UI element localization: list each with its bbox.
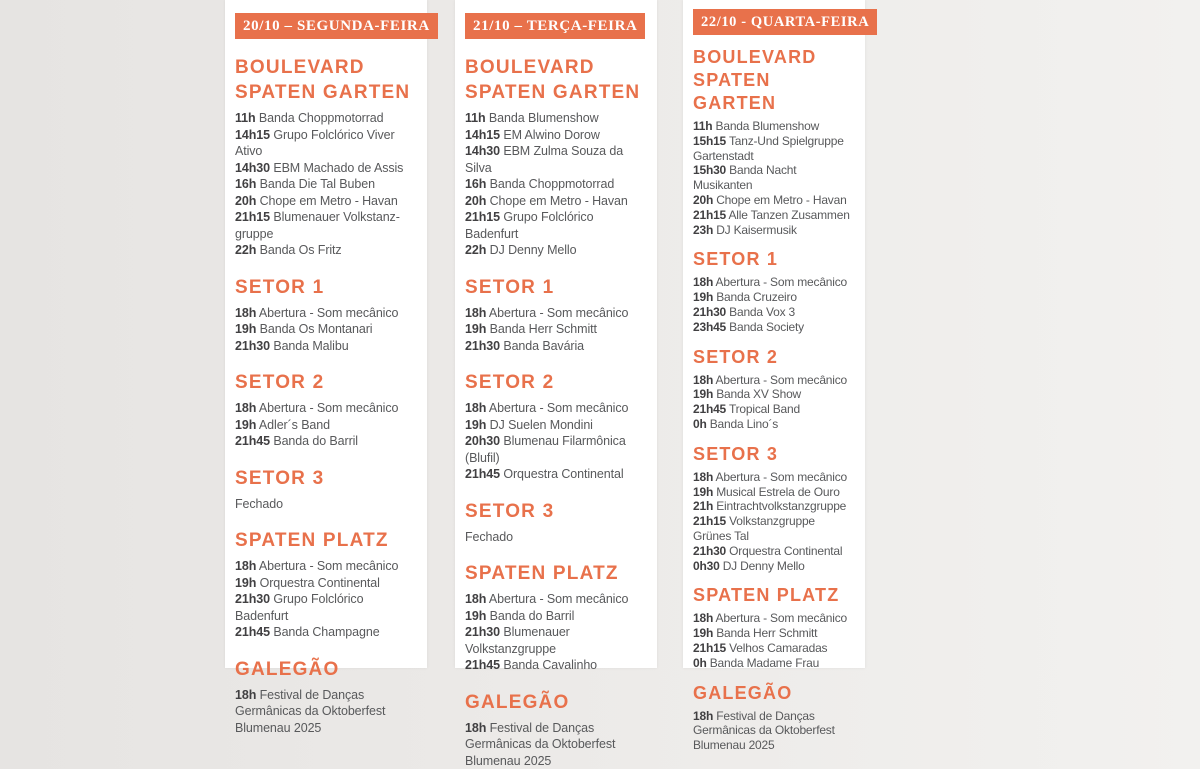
venue-heading-line: SETOR 2	[235, 370, 417, 395]
event-line: 21h30 Grupo Folclórico Badenfurt	[235, 591, 417, 624]
venue-section	[693, 682, 855, 753]
event-line: 20h Chope em Metro - Havan	[693, 193, 855, 208]
event-time: 21h45	[235, 625, 270, 639]
event-line: 18h Festival de Danças Germânicas da Oktoberfest Blumenau 2025	[465, 720, 647, 769]
event-line: 18h Abertura - Som mecânico	[235, 558, 417, 575]
event-time: 15h30	[693, 163, 726, 177]
venue-heading-line: SPATEN GARTEN	[235, 80, 417, 105]
venue-section	[465, 690, 647, 769]
venue-heading-line: BOULEVARD	[235, 55, 417, 80]
event-line: 15h30 Banda Nacht Musikanten	[693, 163, 855, 193]
event-line: 21h15 Velhos Camaradas	[693, 641, 855, 656]
event-line: 21h45 Banda Cavalinho	[465, 657, 647, 674]
venue-heading-line: SETOR 3	[235, 466, 417, 491]
event-time: 19h	[693, 387, 713, 401]
event-line: 19h Banda Herr Schmitt	[693, 626, 855, 641]
event-line: 18h Abertura - Som mecânico	[693, 470, 855, 485]
venue-heading	[235, 657, 417, 682]
event-time: 20h	[693, 193, 713, 207]
event-line: 19h Banda XV Show	[693, 387, 855, 402]
day-badge-tuesday: 21/10 – TERÇA-FEIRA	[465, 13, 645, 39]
venue-heading	[465, 499, 647, 524]
venue-section	[465, 55, 647, 259]
event-time: 21h15	[693, 208, 726, 222]
event-line: 14h30 EBM Machado de Assis	[235, 160, 417, 177]
event-time: 21h45	[465, 467, 500, 481]
venue-heading	[465, 370, 647, 395]
venue-heading	[693, 443, 855, 466]
event-time: 0h30	[693, 559, 720, 573]
venue-section	[235, 466, 417, 513]
event-line: 21h15 Volkstanzgruppe Grünes Tal	[693, 514, 855, 544]
event-time: 21h30	[235, 592, 270, 606]
event-time: 19h	[693, 626, 713, 640]
venue-section	[465, 561, 647, 674]
event-time: 21h15	[693, 641, 726, 655]
event-time: 18h	[693, 470, 713, 484]
day-badge-wednesday: 22/10 - QUARTA-FEIRA	[693, 9, 877, 35]
venue-heading	[465, 561, 647, 586]
venue-section	[235, 370, 417, 450]
event-time: 18h	[693, 275, 713, 289]
day-card-wednesday	[683, 0, 865, 668]
venue-heading-line: SETOR 3	[465, 499, 647, 524]
event-time: 0h	[693, 417, 707, 431]
event-line: 21h15 Grupo Folclórico Badenfurt	[465, 209, 647, 242]
event-line: 21h30 Banda Bavária	[465, 338, 647, 355]
event-line: 18h Abertura - Som mecânico	[693, 373, 855, 388]
event-time: 18h	[465, 401, 486, 415]
event-line: 16h Banda Choppmotorrad	[465, 176, 647, 193]
event-line: Fechado	[465, 529, 647, 546]
event-time: 20h	[465, 194, 486, 208]
event-time: 21h15	[693, 514, 726, 528]
event-time: 21h15	[235, 210, 270, 224]
venue-heading	[465, 55, 647, 105]
venue-section	[693, 46, 855, 237]
venue-section	[235, 275, 417, 355]
event-line: 20h30 Blumenau Filarmônica (Blufil)	[465, 433, 647, 466]
event-time: 19h	[465, 418, 486, 432]
venue-heading	[693, 346, 855, 369]
venue-section	[693, 443, 855, 574]
event-line: 0h Banda Lino´s	[693, 417, 855, 432]
event-line: 14h15 Grupo Folclórico Viver Ativo	[235, 127, 417, 160]
event-line: 21h45 Banda Champagne	[235, 624, 417, 641]
event-time: 21h45	[693, 402, 726, 416]
venue-heading	[235, 466, 417, 491]
event-line: 18h Abertura - Som mecânico	[465, 400, 647, 417]
venue-heading-line: SETOR 2	[465, 370, 647, 395]
event-line: 21h30 Banda Vox 3	[693, 305, 855, 320]
venue-heading-line: SPATEN PLATZ	[465, 561, 647, 586]
event-time: 18h	[693, 611, 713, 625]
event-time: 19h	[465, 322, 486, 336]
event-line: 21h15 Alle Tanzen Zusammen	[693, 208, 855, 223]
day-sections-tuesday	[465, 55, 647, 769]
event-line: 18h Abertura - Som mecânico	[235, 400, 417, 417]
event-time: 21h30	[465, 625, 500, 639]
event-time: 19h	[693, 290, 713, 304]
day-badge-monday: 20/10 – SEGUNDA-FEIRA	[235, 13, 438, 39]
venue-heading	[693, 584, 855, 607]
event-time: 18h	[693, 373, 713, 387]
event-line: 11h Banda Blumenshow	[693, 119, 855, 134]
venue-heading	[465, 690, 647, 715]
event-line: 21h45 Orquestra Continental	[465, 466, 647, 483]
venue-section	[693, 584, 855, 670]
event-line: 19h Adler´s Band	[235, 417, 417, 434]
venue-heading-line: GALEGÃO	[693, 682, 855, 705]
event-line: 0h Banda Madame Frau	[693, 656, 855, 671]
event-line: 11h Banda Choppmotorrad	[235, 110, 417, 127]
event-time: 18h	[235, 559, 256, 573]
event-time: 19h	[693, 485, 713, 499]
event-line: 21h45 Tropical Band	[693, 402, 855, 417]
event-line: 0h30 DJ Denny Mello	[693, 559, 855, 574]
day-sections-wednesday	[693, 46, 855, 753]
event-line: 18h Abertura - Som mecânico	[465, 305, 647, 322]
venue-section	[235, 528, 417, 641]
event-line: 21h30 Orquestra Continental	[693, 544, 855, 559]
event-time: 19h	[465, 609, 486, 623]
venue-heading-line: BOULEVARD	[693, 46, 855, 69]
event-line: 22h Banda Os Fritz	[235, 242, 417, 259]
event-time: 22h	[465, 243, 486, 257]
day-card-tuesday	[455, 0, 657, 668]
event-time: 11h	[235, 111, 256, 125]
event-line: 21h30 Banda Malibu	[235, 338, 417, 355]
event-line: 16h Banda Die Tal Buben	[235, 176, 417, 193]
event-time: 21h45	[465, 658, 500, 672]
event-line: 22h DJ Denny Mello	[465, 242, 647, 259]
event-time: 18h	[235, 306, 256, 320]
event-time: 14h15	[235, 128, 270, 142]
event-time: 19h	[235, 576, 256, 590]
event-line: 14h15 EM Alwino Dorow	[465, 127, 647, 144]
venue-heading	[465, 275, 647, 300]
event-time: 15h15	[693, 134, 726, 148]
venue-heading-line: SETOR 2	[693, 346, 855, 369]
event-time: 11h	[465, 111, 486, 125]
event-time: 21h30	[693, 305, 726, 319]
venue-heading-line: GALEGÃO	[235, 657, 417, 682]
event-time: 18h	[465, 306, 486, 320]
venue-section	[693, 248, 855, 334]
event-line: 21h30 Blumenauer Volkstanzgruppe	[465, 624, 647, 657]
event-line: Fechado	[235, 496, 417, 513]
event-time: 21h45	[235, 434, 270, 448]
event-line: 21h15 Blumenauer Volkstanz-gruppe	[235, 209, 417, 242]
event-line: 19h Musical Estrela de Ouro	[693, 485, 855, 500]
event-line: 18h Abertura - Som mecânico	[235, 305, 417, 322]
event-line: 18h Abertura - Som mecânico	[693, 611, 855, 626]
event-time: 14h30	[465, 144, 500, 158]
event-line: 23h DJ Kaisermusik	[693, 223, 855, 238]
event-time: 18h	[465, 592, 486, 606]
venue-heading-line: SETOR 1	[465, 275, 647, 300]
event-time: 20h30	[465, 434, 500, 448]
event-time: 21h15	[465, 210, 500, 224]
venue-heading-line: SETOR 1	[235, 275, 417, 300]
venue-section	[235, 657, 417, 737]
event-line: 19h Banda Os Montanari	[235, 321, 417, 338]
venue-heading	[235, 275, 417, 300]
event-time: 16h	[235, 177, 256, 191]
event-line: 18h Festival de Danças Germânicas da Oktoberfest Blumenau 2025	[235, 687, 417, 737]
event-time: 21h30	[693, 544, 726, 558]
event-time: 16h	[465, 177, 486, 191]
event-line: 15h15 Tanz-Und Spielgruppe Gartenstadt	[693, 134, 855, 164]
venue-heading-line: SPATEN PLATZ	[693, 584, 855, 607]
event-line: 19h Orquestra Continental	[235, 575, 417, 592]
venue-heading-line: SPATEN GARTEN	[465, 80, 647, 105]
day-card-monday	[225, 0, 427, 668]
event-line: 18h Festival de Danças Germânicas da Oktoberfest Blumenau 2025	[693, 709, 855, 753]
venue-section	[465, 499, 647, 546]
event-line: 14h30 EBM Zulma Souza da Silva	[465, 143, 647, 176]
event-time: 19h	[235, 418, 256, 432]
venue-heading	[235, 528, 417, 553]
event-line: 19h Banda Herr Schmitt	[465, 321, 647, 338]
venue-heading-line: SETOR 1	[693, 248, 855, 271]
venue-heading-line: SPATEN GARTEN	[693, 69, 855, 115]
event-line: 19h DJ Suelen Mondini	[465, 417, 647, 434]
event-time: 21h	[693, 499, 713, 513]
event-line: 21h Eintrachtvolkstanzgruppe	[693, 499, 855, 514]
venue-heading-line: SPATEN PLATZ	[235, 528, 417, 553]
event-time: 0h	[693, 656, 707, 670]
event-line: 11h Banda Blumenshow	[465, 110, 647, 127]
event-time: 14h15	[465, 128, 500, 142]
event-time: 18h	[693, 709, 713, 723]
venue-section	[465, 370, 647, 483]
venue-heading-line: BOULEVARD	[465, 55, 647, 80]
event-time: 20h	[235, 194, 256, 208]
venue-section	[693, 346, 855, 432]
event-line: 21h45 Banda do Barril	[235, 433, 417, 450]
venue-heading-line: SETOR 3	[693, 443, 855, 466]
event-time: 14h30	[235, 161, 270, 175]
event-line: 23h45 Banda Society	[693, 320, 855, 335]
event-line: 19h Banda do Barril	[465, 608, 647, 625]
event-time: 18h	[235, 401, 256, 415]
event-time: 11h	[693, 119, 712, 133]
event-line: 18h Abertura - Som mecânico	[693, 275, 855, 290]
venue-heading-line: GALEGÃO	[465, 690, 647, 715]
venue-heading	[235, 55, 417, 105]
event-line: 18h Abertura - Som mecânico	[465, 591, 647, 608]
venue-heading	[235, 370, 417, 395]
event-time: 23h	[693, 223, 713, 237]
event-line: 20h Chope em Metro - Havan	[465, 193, 647, 210]
event-time: 18h	[465, 721, 486, 735]
day-sections-monday	[235, 55, 417, 736]
venue-heading	[693, 46, 855, 115]
venue-section	[465, 275, 647, 355]
event-line: 19h Banda Cruzeiro	[693, 290, 855, 305]
event-time: 21h30	[465, 339, 500, 353]
venue-heading	[693, 682, 855, 705]
venue-section	[235, 55, 417, 259]
event-time: 21h30	[235, 339, 270, 353]
venue-heading	[693, 248, 855, 271]
event-time: 22h	[235, 243, 256, 257]
event-time: 23h45	[693, 320, 726, 334]
event-time: 19h	[235, 322, 256, 336]
event-time: 18h	[235, 688, 256, 702]
event-line: 20h Chope em Metro - Havan	[235, 193, 417, 210]
